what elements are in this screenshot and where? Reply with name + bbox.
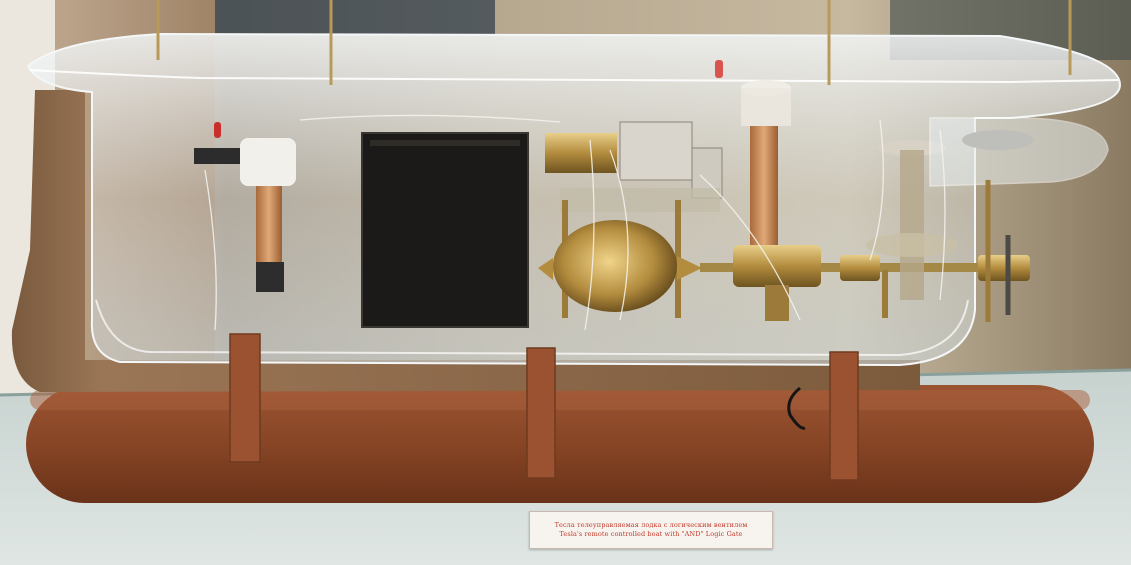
placard-text-english: Tesla's remote controlled boat with "AND" Logic Gate [559, 530, 743, 538]
base-highlight [30, 390, 1090, 410]
relay-assembly [620, 122, 692, 180]
steering-column [900, 150, 924, 300]
stand-center [527, 348, 555, 478]
battery-top-edge [370, 140, 520, 146]
copper-tube-front [256, 186, 282, 264]
placard-text-russian: Тесла телеуправляемая лодка с логическим вентилем [554, 521, 748, 529]
stern-fin [930, 118, 1108, 186]
stand-right [830, 352, 858, 480]
white-cap [240, 138, 296, 186]
brass-solenoid [545, 133, 617, 173]
stand-left [230, 334, 260, 462]
front-bracket [194, 148, 244, 164]
brass-gearbox [733, 245, 821, 287]
rudder-tube-collar [741, 88, 791, 126]
shaft-coupling [840, 255, 880, 281]
brass-motor-bulb [553, 220, 677, 312]
black-sleeve [256, 262, 284, 292]
red-lamp-front [214, 122, 221, 138]
copper-rudder-tube [750, 126, 778, 246]
exhibit-placard [529, 511, 773, 549]
relay-base-plate [560, 188, 720, 212]
battery-block [362, 133, 528, 327]
red-lamp-deck [715, 60, 723, 78]
window-dark [215, 0, 495, 35]
